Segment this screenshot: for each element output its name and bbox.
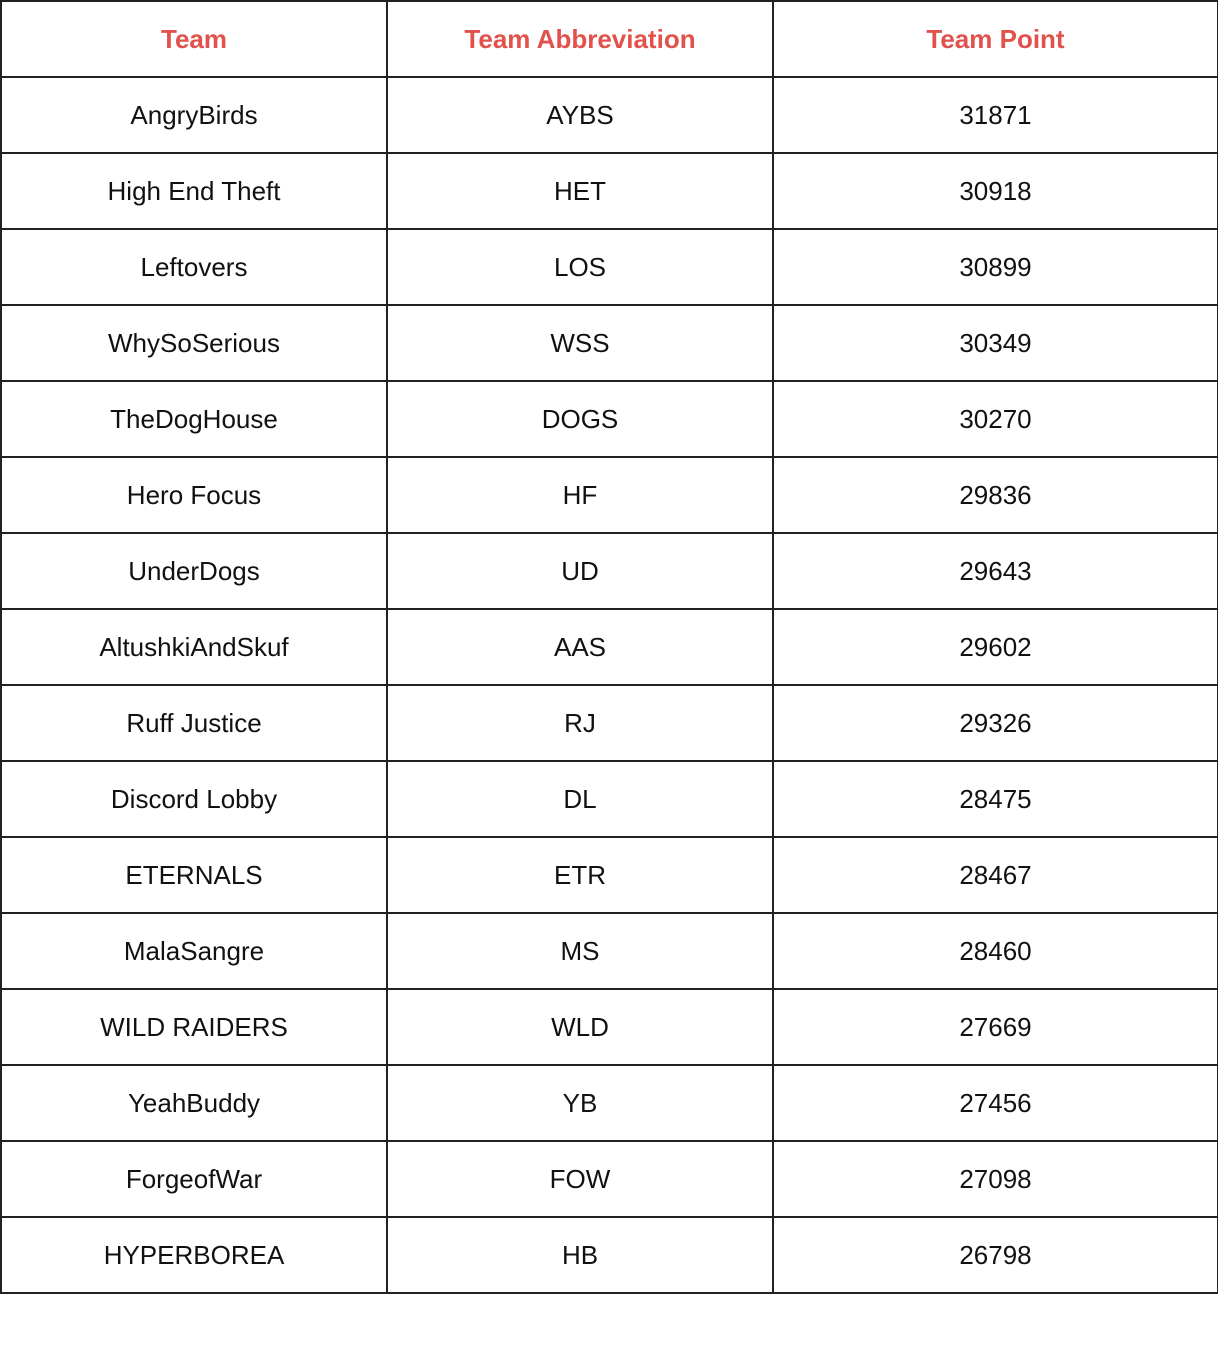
cell-team: YeahBuddy (1, 1065, 387, 1141)
table-row (1, 1141, 1218, 1217)
cell-team: AltushkiAndSkuf (1, 609, 387, 685)
table-row (1, 837, 1218, 913)
table-row (1, 685, 1218, 761)
cell-abbreviation: FOW (387, 1141, 773, 1217)
cell-points: 28475 (773, 761, 1218, 837)
table-row (1, 761, 1218, 837)
header-row (1, 1, 1218, 77)
cell-team: ETERNALS (1, 837, 387, 913)
cell-points: 28467 (773, 837, 1218, 913)
cell-team: MalaSangre (1, 913, 387, 989)
table-header (1, 1, 1218, 77)
cell-team: Hero Focus (1, 457, 387, 533)
cell-team: Discord Lobby (1, 761, 387, 837)
table-row (1, 153, 1218, 229)
cell-team: UnderDogs (1, 533, 387, 609)
cell-points: 27669 (773, 989, 1218, 1065)
cell-points: 30270 (773, 381, 1218, 457)
cell-abbreviation: WLD (387, 989, 773, 1065)
cell-team: Leftovers (1, 229, 387, 305)
cell-points: 31871 (773, 77, 1218, 153)
cell-team: Ruff Justice (1, 685, 387, 761)
cell-abbreviation: AAS (387, 609, 773, 685)
cell-points: 26798 (773, 1217, 1218, 1293)
table-row (1, 457, 1218, 533)
cell-abbreviation: DOGS (387, 381, 773, 457)
cell-points: 29326 (773, 685, 1218, 761)
cell-abbreviation: HB (387, 1217, 773, 1293)
table-row (1, 229, 1218, 305)
cell-points: 29602 (773, 609, 1218, 685)
cell-points: 30918 (773, 153, 1218, 229)
cell-abbreviation: RJ (387, 685, 773, 761)
table-body (1, 77, 1218, 1293)
table-row (1, 913, 1218, 989)
header-team-point: Team Point (773, 1, 1218, 77)
cell-abbreviation: AYBS (387, 77, 773, 153)
cell-abbreviation: HET (387, 153, 773, 229)
table-row (1, 77, 1218, 153)
cell-team: WhySoSerious (1, 305, 387, 381)
table-row (1, 305, 1218, 381)
cell-points: 29643 (773, 533, 1218, 609)
cell-team: ForgeofWar (1, 1141, 387, 1217)
cell-points: 28460 (773, 913, 1218, 989)
table-row (1, 1217, 1218, 1293)
cell-team: High End Theft (1, 153, 387, 229)
cell-team: TheDogHouse (1, 381, 387, 457)
cell-abbreviation: WSS (387, 305, 773, 381)
cell-abbreviation: MS (387, 913, 773, 989)
cell-points: 30899 (773, 229, 1218, 305)
cell-team: WILD RAIDERS (1, 989, 387, 1065)
cell-abbreviation: ETR (387, 837, 773, 913)
table-row (1, 989, 1218, 1065)
cell-points: 30349 (773, 305, 1218, 381)
cell-points: 29836 (773, 457, 1218, 533)
header-team: Team (1, 1, 387, 77)
table-row (1, 533, 1218, 609)
table-row (1, 1065, 1218, 1141)
table-row (1, 609, 1218, 685)
cell-points: 27098 (773, 1141, 1218, 1217)
cell-team: AngryBirds (1, 77, 387, 153)
cell-abbreviation: DL (387, 761, 773, 837)
cell-points: 27456 (773, 1065, 1218, 1141)
cell-abbreviation: UD (387, 533, 773, 609)
cell-team: HYPERBOREA (1, 1217, 387, 1293)
cell-abbreviation: HF (387, 457, 773, 533)
cell-abbreviation: LOS (387, 229, 773, 305)
table-row (1, 381, 1218, 457)
header-team-abbreviation: Team Abbreviation (387, 1, 773, 77)
cell-abbreviation: YB (387, 1065, 773, 1141)
